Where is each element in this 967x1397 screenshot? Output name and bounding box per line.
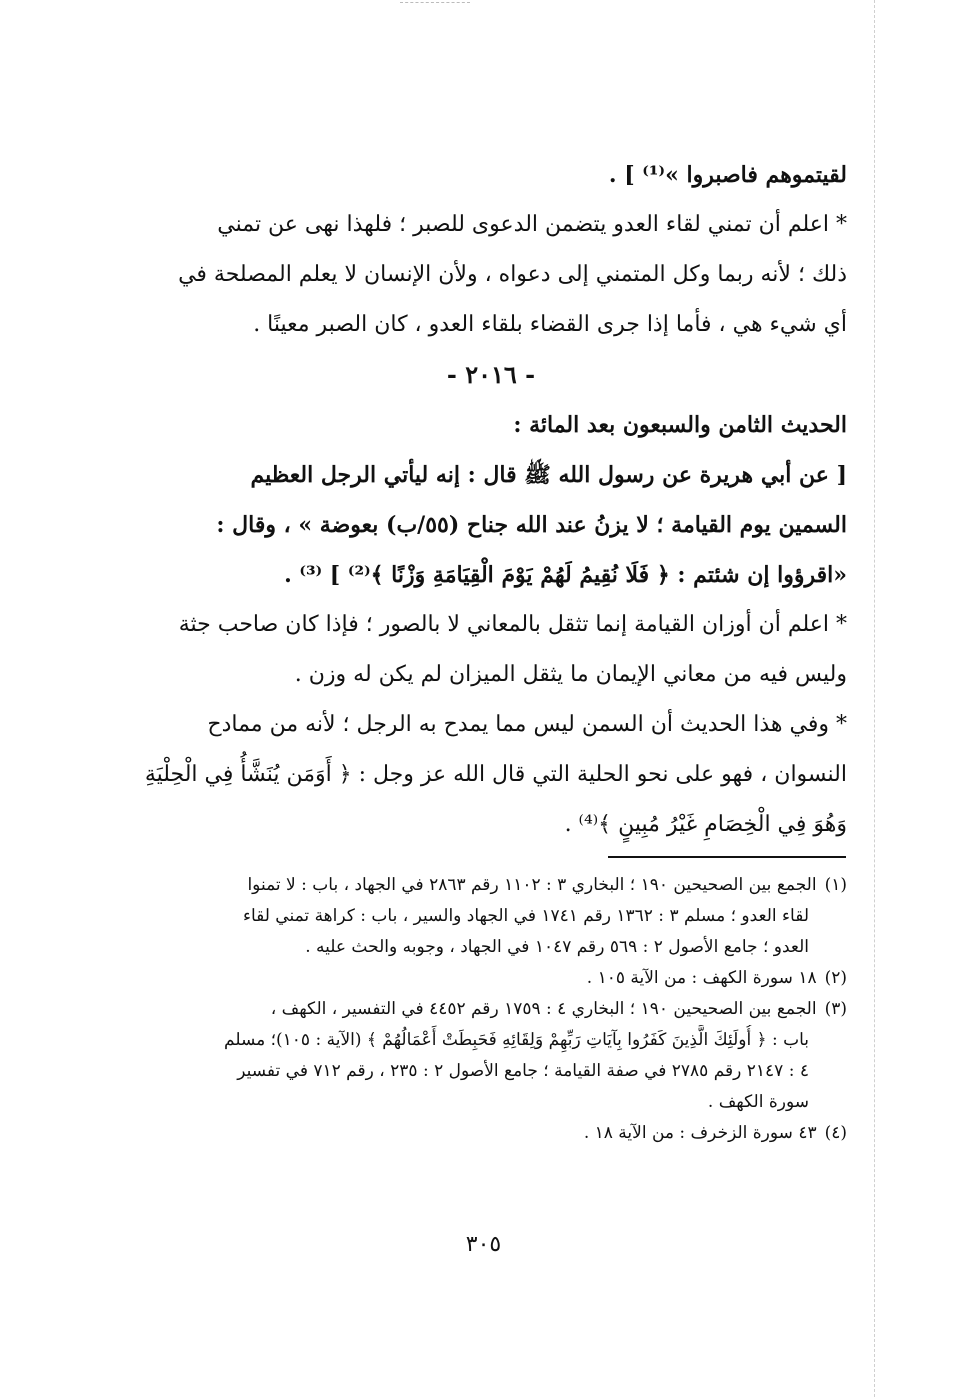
hadith-line: [ عن أبي هريرة عن رسول الله ﷺ قال : إنه ليأتي الرجل العظيم [250,462,847,488]
footnote-4 [135,1118,847,1149]
footnotes [135,870,847,1149]
page-number: ٣٠٥ [465,1232,502,1257]
footnote-number: (٣) [824,999,847,1019]
hadith-line: «اقرؤوا إن شئتم : ﴿ فَلَا نُقِيمُ لَهُمْ يَوْمَ الْقِيَامَةِ وَزْنًا ﴾⁽²⁾ ] ⁽³⁾ . [284,562,847,588]
body-line: ذلك ؛ لأنه ربما وكل المتمني إلى دعواه ، ولأن الإنسان لا يعلم المصلحة في [178,262,847,287]
page-edge-line [874,0,875,1397]
footnote-text: ٤٣ سورة الزخرف : من الآية ١٨ . [583,1123,817,1143]
footnote-1 [135,870,847,901]
commentary-line: وليس فيه من معاني الإيمان ما يثقل الميزان لم يكن له وزن . [294,662,847,687]
body-line: لقيتموهم فاصبروا »⁽¹⁾ ] . [608,162,847,188]
footnote-line: العدو ؛ جامع الأصول ٢ : ٥٦٩ رقم ١٠٤٧ في الجهاد ، وجوبه والحث عليه . [305,937,809,957]
footnote-line: باب : ﴿ أُولَئِكَ الَّذِينَ كَفَرُوا بِآيَاتِ رَبِّهِمْ وَلِقَائِهِ فَحَبِطَتْ أَعْمَالُهُمْ ﴾ (الآية : ١٠٥)؛ مسلم [224,1030,809,1050]
footnote-number: (٤) [824,1123,847,1143]
footnote-line: لقاء العدو ؛ مسلم ٣ : ١٣٦٢ رقم ١٧٤١ في الجهاد والسير ، باب : كراهة تمني لقاء [242,906,809,926]
main-text [135,150,847,850]
hadith-line: السمين يوم القيامة ؛ لا يزنُ عند الله جناح (٥٥/ب) بعوضة » ، وقال : [216,512,847,538]
commentary-line: النسوان ، فهو على نحو الحلية التي قال الله عز وجل : ﴿ أَوَمَن يُنَشَّأُ فِي الْحِلْيَةِ [144,762,847,787]
footnote-separator [608,856,846,858]
footnote-line: ٤ : ٢١٤٧ رقم ٢٧٨٥ في صفة القيامة ؛ جامع الأصول ٢ : ٢٣٥ ، رقم ٧١٢ في تفسير [237,1061,809,1081]
footnote-line: سورة الكهف . [707,1092,809,1112]
body-line: * اعلم أن تمني لقاء العدو يتضمن الدعوى للصبر ؛ فلهذا نهى عن تمني [217,212,847,237]
footnote-number: (١) [824,875,847,895]
commentary-line: * اعلم أن أوزان القيامة إنما تثقل بالمعاني لا بالصور ؛ فإذا كان صاحب جثة [178,612,847,637]
top-dashed-mark [400,2,470,3]
footnote-number: (٢) [824,968,847,988]
commentary-line: وَهُوَ فِي الْخِصَامِ غَيْرُ مُبِينٍ ﴾⁽⁴⁾ . [564,812,847,837]
footnote-text: الجمع بين الصحيحين ١٩٠ ؛ البخاري ٤ : ١٧٥٩ رقم ٤٤٥٢ في التفسير ، الكهف ، [270,999,817,1019]
hadith-heading: الحديث الثامن والسبعون بعد المائة : [513,412,847,438]
footnote-3 [135,994,847,1025]
section-number: - ٢٠١٦ - [446,360,536,389]
footnote-2 [135,963,847,994]
footnote-text: الجمع بين الصحيحين ١٩٠ ؛ البخاري ٣ : ١١٠٢ رقم ٢٨٦٣ في الجهاد ، باب : لا تمنوا [247,875,817,895]
commentary-line: * وفي هذا الحديث أن السمن ليس مما يمدح به الرجل ؛ لأنه من ممادح [207,712,847,737]
footnote-text: ١٨ سورة الكهف : من الآية ١٠٥ . [586,968,817,988]
body-line: أي شيء هي ، فأما إذا جرى القضاء بلقاء العدو ، كان الصبر معينًا . [253,312,847,337]
